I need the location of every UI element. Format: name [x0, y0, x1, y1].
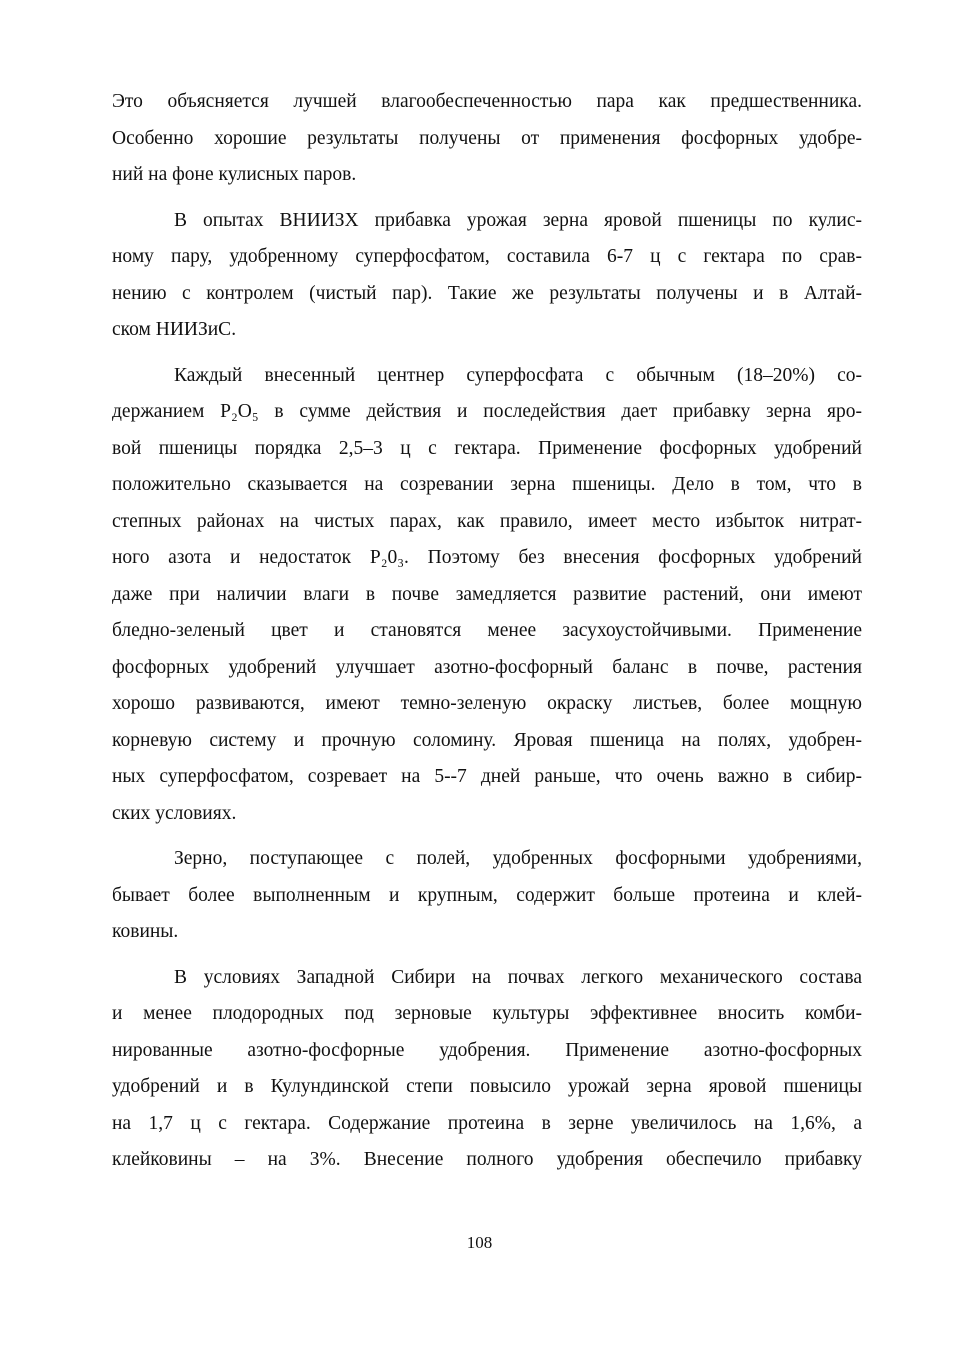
- text-line: удобрений и в Кулундинской степи повысило урожай зерна яровой пшеницы: [112, 1076, 862, 1097]
- text-line: В опытах ВНИИЗХ прибавка урожая зерна яровой пшеницы по кулис-: [174, 209, 862, 231]
- text-line: степных районах на чистых парах, как правило, имеет место избыток нитрат-: [112, 510, 862, 532]
- text-line: положительно сказывается на созревании зерна пшеницы. Дело в том, что в: [112, 474, 862, 495]
- text-line: даже при наличии влаги в почве замедляется развитие растений, они имеют: [112, 583, 862, 605]
- paragraph: [112, 358, 862, 833]
- text-line: нированные азотно-фосфорные удобрения. Применение азотно-фосфорных: [112, 1039, 862, 1061]
- text-line: В условиях Западной Сибири на почвах легкого механического состава: [174, 966, 862, 988]
- text-line: ний на фоне кулисных паров.: [112, 164, 357, 185]
- text-line: ному пару, удобренному суперфосфатом, составила 6-7 ц с гектара по срав-: [112, 246, 862, 267]
- text-line: ного азота и недостаток P₂0₃. Поэтому без внесения фосфорных удобрений: [112, 547, 862, 568]
- text-line: на 1,7 ц с гектара. Содержание протеина в зерне увеличилось на 1,6%, а: [112, 1112, 862, 1134]
- text-line: вой пшеницы порядка 2,5–3 ц с гектара. Применение фосфорных удобрений: [112, 437, 862, 459]
- paragraph: [112, 84, 862, 194]
- text-line: Зерно, поступающее с полей, удобренных фосфорными удобрениями,: [174, 848, 862, 869]
- text-line: бывает более выполненным и крупным, содержит больше протеина и клей-: [112, 884, 862, 906]
- text-line: Это объясняется лучшей влагообеспеченностью пара как предшественника.: [112, 91, 862, 112]
- text-line: клейковины – на 3%. Внесение полного удобрения обеспечило прибавку: [112, 1149, 862, 1170]
- text-line: и менее плодородных под зерновые культуры эффективнее вносить комби-: [112, 1003, 862, 1024]
- text-line: ских условиях.: [112, 802, 237, 824]
- text-line: держанием P₂O₅ в сумме действия и последействия дает прибавку зерна яро-: [112, 401, 862, 422]
- text-line: корневую систему и прочную соломину. Яровая пшеница на полях, удобрен-: [112, 729, 862, 751]
- paragraph: [112, 203, 862, 349]
- text-line: ных суперфосфатом, созревает на 5--7 дней раньше, что очень важно в сибир-: [112, 766, 862, 787]
- text-line: Каждый внесенный центнер суперфосфата с обычным (18–20%) со-: [174, 364, 862, 386]
- paragraph: [112, 960, 862, 1179]
- text-line: ковины.: [112, 921, 179, 942]
- text-line: хорошо развиваются, имеют темно-зеленую окраску листьев, более мощную: [112, 693, 862, 714]
- text-line: бледно-зеленый цвет и становятся менее засухоустойчивыми. Применение: [112, 620, 862, 641]
- text-line: ском НИИЗиС.: [112, 319, 237, 340]
- text-line: Особенно хорошие результаты получены от применения фосфорных удобре-: [112, 127, 862, 149]
- text-line: нению с контролем (чистый пар). Такие же результаты получены и в Алтай-: [112, 282, 862, 304]
- text-line: фосфорных удобрений улучшает азотно-фосфорный баланс в почве, растения: [112, 656, 862, 678]
- body-text: [112, 84, 862, 1179]
- page-number: 108: [466, 1233, 493, 1252]
- paragraph: [112, 841, 862, 951]
